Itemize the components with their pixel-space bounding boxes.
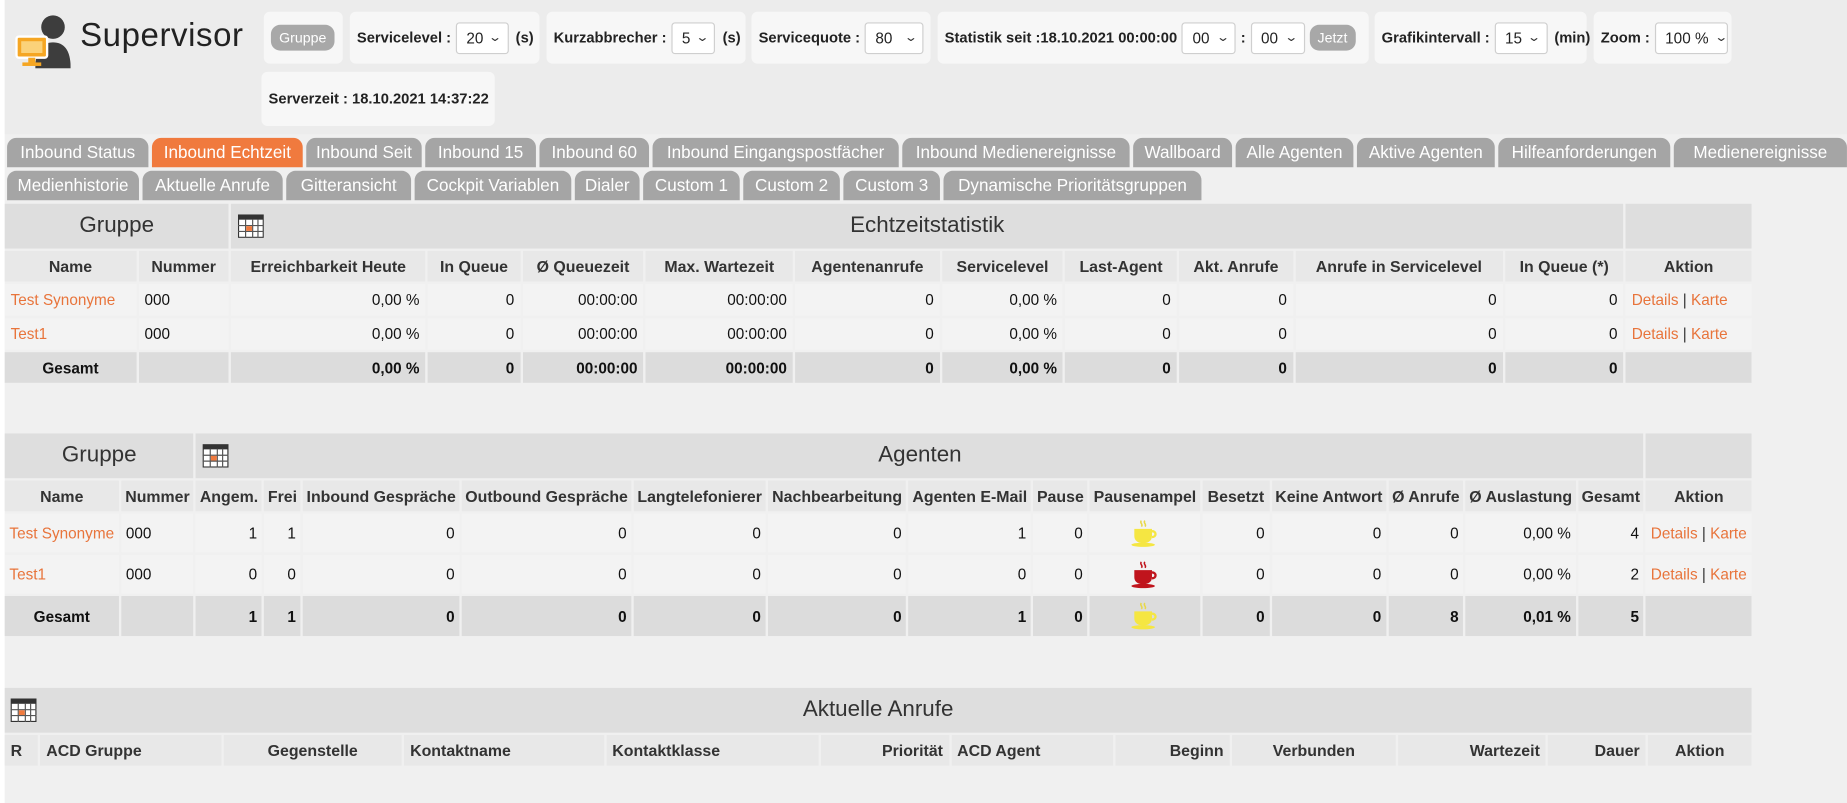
total-angem: 1 bbox=[196, 596, 262, 636]
kurzabbrecher-value: 5 bbox=[681, 28, 691, 47]
karte-link[interactable]: Karte bbox=[1710, 524, 1747, 542]
echtzeit-title-cell bbox=[231, 204, 1623, 249]
cell-email: 1 bbox=[909, 514, 1031, 553]
echtzeit-title: Echtzeitstatistik bbox=[850, 213, 1005, 238]
echtzeit-column-headers bbox=[5, 251, 1752, 282]
total-number-empty bbox=[139, 352, 229, 383]
group-name-link[interactable]: Test Synonyme bbox=[5, 514, 119, 553]
details-link[interactable]: Details bbox=[1650, 524, 1698, 542]
cell-angem: 1 bbox=[196, 514, 262, 553]
grafikintervall-control bbox=[1375, 12, 1591, 64]
column-header-in-queue: In Queue (*) bbox=[1505, 251, 1624, 282]
cell-gesamt: 2 bbox=[1578, 555, 1644, 594]
kurzabbrecher-unit: (s) bbox=[722, 29, 741, 46]
column-header-max-wartezeit: Max. Wartezeit bbox=[646, 251, 793, 282]
tab-hilfeanforderungen[interactable]: Hilfeanforderungen bbox=[1498, 138, 1670, 167]
grafikintervall-value: 15 bbox=[1505, 28, 1523, 47]
total-label: Gesamt bbox=[5, 596, 119, 636]
zoom-value: 100 % bbox=[1665, 28, 1709, 47]
cell-besetzt: 0 bbox=[1202, 555, 1269, 594]
cell-frei: 1 bbox=[264, 514, 300, 553]
details-link[interactable]: Details bbox=[1631, 325, 1679, 343]
cell-anrufe-sl: 0 bbox=[1295, 318, 1502, 350]
cell-in-queue: 0 bbox=[428, 318, 520, 350]
anrufe-column-headers bbox=[5, 735, 1752, 766]
cell-anrufe: 0 bbox=[1388, 555, 1463, 594]
column-header-kontaktklasse: Kontaktklasse bbox=[606, 735, 818, 766]
table-row bbox=[5, 318, 1752, 350]
grafikintervall-select[interactable] bbox=[1494, 22, 1547, 54]
cell-queuezeit: 00:00:00 bbox=[523, 318, 644, 350]
column-header-aktion: Aktion bbox=[1626, 251, 1752, 282]
group-button[interactable]: Gruppe bbox=[271, 25, 335, 51]
total-nach: 0 bbox=[768, 596, 906, 636]
column-header-last-agent: Last-Agent bbox=[1065, 251, 1176, 282]
column-header-erreichbarkeit-heute: Erreichbarkeit Heute bbox=[231, 251, 425, 282]
column-header-pause: Pause bbox=[1033, 481, 1087, 512]
serverzeit-box bbox=[261, 72, 494, 126]
tab-medienhistorie[interactable]: Medienhistorie bbox=[7, 171, 139, 200]
serverzeit-text: Serverzeit : 18.10.2021 14:37:22 bbox=[268, 90, 489, 108]
column-header-verbunden: Verbunden bbox=[1232, 735, 1396, 766]
tab-cockpit-variablen[interactable]: Cockpit Variablen bbox=[415, 171, 572, 200]
cell-nach: 0 bbox=[768, 514, 906, 553]
total-auslastung: 0,01 % bbox=[1466, 596, 1576, 636]
yellow-coffee-icon bbox=[1130, 519, 1161, 547]
total-gesamt: 5 bbox=[1578, 596, 1644, 636]
details-link[interactable]: Details bbox=[1650, 565, 1698, 584]
link-separator: | bbox=[1697, 565, 1711, 584]
group-number: 000 bbox=[121, 555, 194, 594]
link-separator: | bbox=[1697, 524, 1711, 542]
total-pausenampel bbox=[1090, 596, 1200, 636]
total-row bbox=[5, 596, 1752, 636]
cell-in-queue: 0 bbox=[428, 284, 520, 316]
chevron-down-icon: ⌄ bbox=[1215, 31, 1230, 45]
anrufe-title: Aktuelle Anrufe bbox=[802, 697, 954, 723]
zoom-control bbox=[1594, 12, 1732, 64]
agenten-title: Agenten bbox=[878, 442, 962, 468]
column-header-nummer: Nummer bbox=[139, 251, 229, 282]
column-header-acd-agent: ACD Agent bbox=[951, 735, 1113, 766]
chevron-down-icon: ⌄ bbox=[1284, 31, 1299, 45]
pausenampel-cell bbox=[1090, 555, 1200, 594]
column-header-aktion: Aktion bbox=[1648, 735, 1752, 766]
chevron-down-icon: ⌄ bbox=[1527, 31, 1541, 45]
statistik-hour-select[interactable] bbox=[1182, 22, 1236, 54]
column-header-angem: Angem. bbox=[196, 481, 262, 512]
tab-wallboard[interactable]: Wallboard bbox=[1133, 138, 1232, 167]
action-cell bbox=[1626, 318, 1752, 350]
header-bar bbox=[5, 0, 1847, 134]
cell-akt-anrufe: 0 bbox=[1179, 284, 1293, 316]
total-action-empty bbox=[1646, 596, 1751, 636]
cell-nach: 0 bbox=[768, 555, 906, 594]
tab-dynamische-prioritaetsgruppen[interactable]: Dynamische Prioritätsgruppen bbox=[943, 171, 1201, 200]
cell-outbound: 0 bbox=[462, 555, 632, 594]
column-header-acd-gruppe: ACD Gruppe bbox=[40, 735, 221, 766]
column-header-name: Name bbox=[5, 481, 119, 512]
column-header-agenten-e-mail: Agenten E-Mail bbox=[909, 481, 1031, 512]
echtzeit-table bbox=[2, 201, 1754, 385]
total-lang: 0 bbox=[634, 596, 766, 636]
column-header-langtelefonierer: Langtelefonierer bbox=[634, 481, 766, 512]
servicequote-control bbox=[752, 12, 931, 64]
cell-inbound: 0 bbox=[303, 555, 459, 594]
column-header-frei: Frei bbox=[264, 481, 300, 512]
kurzabbrecher-label: Kurzabbrecher : bbox=[553, 29, 667, 46]
cell-email: 0 bbox=[909, 555, 1031, 594]
total-pause: 0 bbox=[1033, 596, 1087, 636]
total-agentenanrufe: 0 bbox=[795, 352, 940, 383]
column-header-avg-queuezeit: Ø Queuezeit bbox=[523, 251, 644, 282]
tab-inbound-echtzeit[interactable]: Inbound Echtzeit bbox=[152, 138, 303, 167]
cell-anrufe: 0 bbox=[1388, 514, 1463, 553]
statistik-label: Statistik seit :18.10.2021 00:00:00 bbox=[944, 29, 1178, 46]
group-name-link[interactable]: Test Synonyme bbox=[5, 284, 137, 316]
grid-view-icon[interactable] bbox=[11, 698, 37, 722]
tab-medienereignisse[interactable]: Medienereignisse bbox=[1674, 138, 1847, 167]
agenten-header-row bbox=[5, 433, 1752, 478]
grafikintervall-label: Grafikintervall : bbox=[1381, 29, 1490, 46]
table-row bbox=[5, 555, 1752, 594]
column-header-agentenanrufe: Agentenanrufe bbox=[795, 251, 940, 282]
cell-servicelevel: 0,00 % bbox=[942, 318, 1063, 350]
cell-akt-anrufe: 0 bbox=[1179, 318, 1293, 350]
column-header-pausenampel: Pausenampel bbox=[1090, 481, 1200, 512]
echtzeit-header-row bbox=[5, 204, 1752, 249]
grafikintervall-unit: (min) bbox=[1554, 29, 1591, 46]
grid-view-icon[interactable] bbox=[203, 444, 229, 468]
column-header-nachbearbeitung: Nachbearbeitung bbox=[768, 481, 906, 512]
supervisor-logo bbox=[14, 14, 71, 68]
kurzabbrecher-control bbox=[547, 12, 746, 64]
tab-custom-2[interactable]: Custom 2 bbox=[743, 171, 840, 200]
chevron-down-icon: ⌄ bbox=[1713, 31, 1728, 45]
total-anrufe: 8 bbox=[1388, 596, 1463, 636]
tab-inbound-60[interactable]: Inbound 60 bbox=[539, 138, 649, 167]
table-row bbox=[5, 514, 1752, 553]
total-email: 1 bbox=[909, 596, 1031, 636]
column-header-keine-antwort: Keine Antwort bbox=[1272, 481, 1386, 512]
cell-frei: 0 bbox=[264, 555, 300, 594]
total-label: Gesamt bbox=[5, 352, 137, 383]
statistik-minute-value: 00 bbox=[1260, 28, 1279, 47]
column-header-dauer: Dauer bbox=[1548, 735, 1646, 766]
column-header-avg-anrufe: Ø Anrufe bbox=[1388, 481, 1463, 512]
cell-queuezeit: 00:00:00 bbox=[523, 284, 644, 316]
column-header-aktion: Aktion bbox=[1646, 481, 1751, 512]
tab-inbound-15[interactable]: Inbound 15 bbox=[425, 138, 536, 167]
total-queuezeit: 00:00:00 bbox=[523, 352, 644, 383]
tab-inbound-eingangspostfaecher[interactable]: Inbound Eingangspostfächer bbox=[653, 138, 899, 167]
tab-custom-1[interactable]: Custom 1 bbox=[643, 171, 740, 200]
agenten-group-title: Gruppe bbox=[5, 433, 194, 478]
total-number-empty bbox=[121, 596, 194, 636]
cell-agentenanrufe: 0 bbox=[795, 318, 940, 350]
servicequote-label: Servicequote : bbox=[758, 29, 861, 46]
cell-last-agent: 0 bbox=[1065, 318, 1176, 350]
column-header-gegenstelle: Gegenstelle bbox=[223, 735, 401, 766]
cell-max-wartezeit: 00:00:00 bbox=[646, 284, 793, 316]
cell-servicelevel: 0,00 % bbox=[942, 284, 1063, 316]
cell-angem: 0 bbox=[196, 555, 262, 594]
cell-auslastung: 0,00 % bbox=[1466, 514, 1576, 553]
group-name-link[interactable]: Test1 bbox=[5, 318, 137, 350]
cell-max-wartezeit: 00:00:00 bbox=[646, 318, 793, 350]
column-header-beginn: Beginn bbox=[1115, 735, 1229, 766]
total-inbound: 0 bbox=[303, 596, 459, 636]
cell-lang: 0 bbox=[634, 514, 766, 553]
column-header-r: R bbox=[5, 735, 38, 766]
agenten-header-empty bbox=[1646, 433, 1751, 478]
grid-view-icon[interactable] bbox=[238, 214, 264, 238]
column-header-prioritaet: Priorität bbox=[820, 735, 948, 766]
servicequote-value: 80 bbox=[875, 28, 893, 47]
chevron-down-icon: ⌄ bbox=[695, 31, 710, 45]
supervisor-page bbox=[5, 0, 1847, 803]
total-max-wartezeit: 00:00:00 bbox=[646, 352, 793, 383]
column-header-servicelevel: Servicelevel bbox=[942, 251, 1063, 282]
column-header-avg-auslastung: Ø Auslastung bbox=[1466, 481, 1576, 512]
column-header-inbound-gespraeche: Inbound Gespräche bbox=[303, 481, 459, 512]
anrufe-title-cell bbox=[5, 688, 1752, 733]
action-cell bbox=[1646, 555, 1751, 594]
group-number: 000 bbox=[139, 284, 229, 316]
total-frei: 1 bbox=[264, 596, 300, 636]
cell-pause: 0 bbox=[1033, 555, 1087, 594]
cell-in-queue-star: 0 bbox=[1505, 284, 1624, 316]
total-besetzt: 0 bbox=[1202, 596, 1269, 636]
column-header-nummer: Nummer bbox=[121, 481, 194, 512]
total-akt-anrufe: 0 bbox=[1179, 352, 1293, 383]
agenten-table bbox=[2, 431, 1754, 638]
karte-link[interactable]: Karte bbox=[1691, 290, 1728, 309]
yellow-coffee-icon bbox=[1130, 602, 1161, 630]
total-keine: 0 bbox=[1272, 596, 1386, 636]
cell-erreichbarkeit: 0,00 % bbox=[231, 284, 425, 316]
action-cell bbox=[1626, 284, 1752, 316]
agenten-column-headers bbox=[5, 481, 1752, 512]
tab-inbound-seit[interactable]: Inbound Seit bbox=[306, 138, 421, 167]
total-row bbox=[5, 352, 1752, 383]
jetzt-button[interactable]: Jetzt bbox=[1309, 25, 1355, 51]
app-title: Supervisor bbox=[80, 16, 244, 54]
cell-last-agent: 0 bbox=[1065, 284, 1176, 316]
chevron-down-icon: ⌄ bbox=[903, 31, 918, 45]
echtzeit-header-empty bbox=[1626, 204, 1752, 249]
statistik-control bbox=[938, 12, 1369, 64]
cell-besetzt: 0 bbox=[1202, 514, 1269, 553]
column-header-name: Name bbox=[5, 251, 137, 282]
total-last-agent: 0 bbox=[1065, 352, 1176, 383]
echtzeit-group-title: Gruppe bbox=[5, 204, 229, 249]
cell-keine: 0 bbox=[1272, 514, 1386, 553]
zoom-label: Zoom : bbox=[1600, 29, 1650, 46]
cell-auslastung: 0,00 % bbox=[1466, 555, 1576, 594]
total-in-queue: 0 bbox=[428, 352, 520, 383]
statistik-minute-select[interactable] bbox=[1250, 22, 1304, 54]
group-control bbox=[264, 12, 343, 64]
servicelevel-label: Servicelevel : bbox=[356, 29, 452, 46]
agenten-title-cell bbox=[196, 433, 1644, 478]
total-erreichbarkeit: 0,00 % bbox=[231, 352, 425, 383]
group-name-link[interactable]: Test1 bbox=[5, 555, 119, 594]
total-anrufe-sl: 0 bbox=[1295, 352, 1502, 383]
cell-lang: 0 bbox=[634, 555, 766, 594]
karte-link[interactable]: Karte bbox=[1710, 565, 1747, 584]
group-number: 000 bbox=[139, 318, 229, 350]
column-header-in-queue: In Queue bbox=[428, 251, 520, 282]
cell-pause: 0 bbox=[1033, 514, 1087, 553]
cell-gesamt: 4 bbox=[1578, 514, 1644, 553]
total-servicelevel: 0,00 % bbox=[942, 352, 1063, 383]
cell-keine: 0 bbox=[1272, 555, 1386, 594]
cell-in-queue-star: 0 bbox=[1505, 318, 1624, 350]
servicelevel-select[interactable] bbox=[456, 22, 509, 54]
red-coffee-icon bbox=[1130, 560, 1161, 588]
servicelevel-value: 20 bbox=[466, 28, 484, 47]
pausenampel-cell bbox=[1090, 514, 1200, 553]
time-separator: : bbox=[1240, 29, 1246, 46]
anrufe-header-row bbox=[5, 688, 1752, 733]
column-header-gesamt: Gesamt bbox=[1578, 481, 1644, 512]
cell-anrufe-sl: 0 bbox=[1295, 284, 1502, 316]
total-in-queue-star: 0 bbox=[1505, 352, 1624, 383]
tab-alle-agenten[interactable]: Alle Agenten bbox=[1236, 138, 1354, 167]
column-header-akt-anrufe: Akt. Anrufe bbox=[1179, 251, 1293, 282]
total-action-empty bbox=[1626, 352, 1752, 383]
karte-link[interactable]: Karte bbox=[1691, 325, 1728, 343]
servicequote-select[interactable] bbox=[865, 22, 924, 54]
anrufe-table bbox=[2, 686, 1754, 768]
column-header-kontaktname: Kontaktname bbox=[404, 735, 604, 766]
column-header-besetzt: Besetzt bbox=[1202, 481, 1269, 512]
details-link[interactable]: Details bbox=[1631, 290, 1679, 309]
tab-dialer[interactable]: Dialer bbox=[575, 171, 640, 200]
link-separator: | bbox=[1678, 325, 1692, 343]
tab-inbound-status[interactable]: Inbound Status bbox=[7, 138, 148, 167]
total-outbound: 0 bbox=[462, 596, 632, 636]
tab-gitteransicht[interactable]: Gitteransicht bbox=[286, 171, 411, 200]
zoom-select[interactable] bbox=[1655, 22, 1728, 54]
cell-agentenanrufe: 0 bbox=[795, 284, 940, 316]
cell-inbound: 0 bbox=[303, 514, 459, 553]
cell-outbound: 0 bbox=[462, 514, 632, 553]
link-separator: | bbox=[1678, 290, 1692, 309]
column-header-outbound-gespraeche: Outbound Gespräche bbox=[462, 481, 632, 512]
column-header-wartezeit: Wartezeit bbox=[1398, 735, 1545, 766]
servicelevel-unit: (s) bbox=[515, 29, 534, 46]
tab-inbound-medienereignisse[interactable]: Inbound Medienereignisse bbox=[902, 138, 1129, 167]
tab-aktuelle-anrufe[interactable]: Aktuelle Anrufe bbox=[143, 171, 283, 200]
tab-aktive-agenten[interactable]: Aktive Agenten bbox=[1357, 138, 1495, 167]
table-row bbox=[5, 284, 1752, 316]
servicelevel-control bbox=[350, 12, 540, 64]
group-number: 000 bbox=[121, 514, 194, 553]
cell-erreichbarkeit: 0,00 % bbox=[231, 318, 425, 350]
chevron-down-icon: ⌄ bbox=[488, 31, 503, 45]
kurzabbrecher-select[interactable] bbox=[671, 22, 715, 54]
tab-custom-3[interactable]: Custom 3 bbox=[843, 171, 940, 200]
statistik-hour-value: 00 bbox=[1192, 28, 1210, 47]
column-header-anrufe-in-servicelevel: Anrufe in Servicelevel bbox=[1295, 251, 1502, 282]
action-cell bbox=[1646, 514, 1751, 553]
